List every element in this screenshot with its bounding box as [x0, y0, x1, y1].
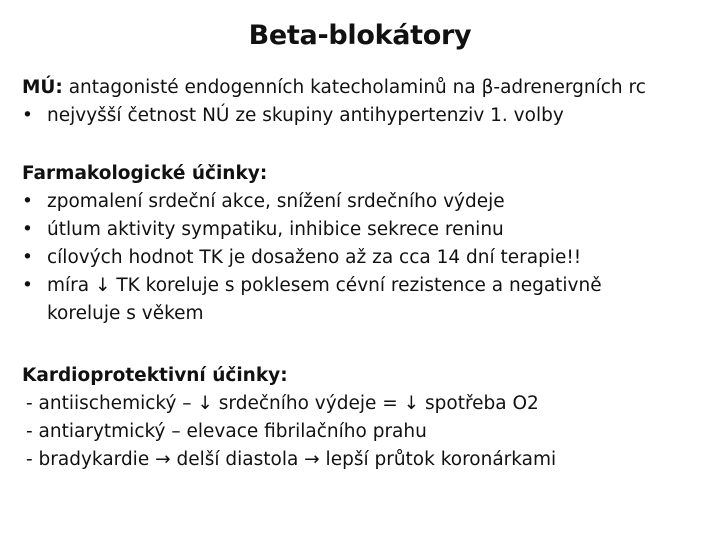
kardio-line-antiarytmicky: - antiarytmický – elevace fibrilačního prahu	[26, 421, 427, 442]
farmakologicke-section	[22, 160, 710, 328]
mu-bullet-text: nejvyšší četnost NÚ ze skupiny antihypertenziv 1. volby	[47, 105, 564, 126]
list-item-continuation: koreluje s věkem	[47, 303, 204, 324]
bullet-icon: •	[22, 105, 33, 126]
list-item	[22, 216, 710, 244]
mu-label: MÚ:	[22, 77, 63, 98]
mu-section	[22, 74, 710, 130]
kardio-line-bradykardie: - bradykardie → delší diastola → lepší průtok koronárkami	[26, 449, 557, 470]
kardio-line-antiischemicky: - antiischemický – ↓ srdečního výdeje = ↓ spotřeba O2	[26, 393, 539, 414]
list-item-text: zpomalení srdeční akce, snížení srdečního výdeje	[47, 191, 505, 212]
mu-bullet-line	[22, 102, 710, 130]
list-item-text: cílových hodnot TK je dosaženo až za cca 14 dní terapie!!	[47, 247, 582, 268]
list-item-text: útlum aktivity sympatiku, inhibice sekrece reninu	[47, 219, 504, 240]
farmakologicke-heading: Farmakologické účinky:	[22, 163, 268, 184]
kardioprotektivni-heading: Kardioprotektivní účinky:	[22, 365, 288, 386]
list-item-text: míra ↓ TK koreluje s poklesem cévní rezistence a negativně	[47, 275, 602, 296]
bullet-icon: •	[22, 275, 33, 296]
mu-line	[22, 74, 710, 102]
bullet-icon: •	[22, 247, 33, 268]
list-item	[22, 272, 710, 300]
bullet-icon: •	[22, 219, 33, 240]
kardioprotektivni-section	[22, 362, 710, 474]
mu-text: antagonisté endogenních katecholaminů na β-adrenergních rc	[62, 77, 646, 98]
list-item	[22, 244, 710, 272]
slide-title: Beta-blokátory	[248, 20, 472, 51]
bullet-icon: •	[22, 191, 33, 212]
list-item	[22, 188, 710, 216]
